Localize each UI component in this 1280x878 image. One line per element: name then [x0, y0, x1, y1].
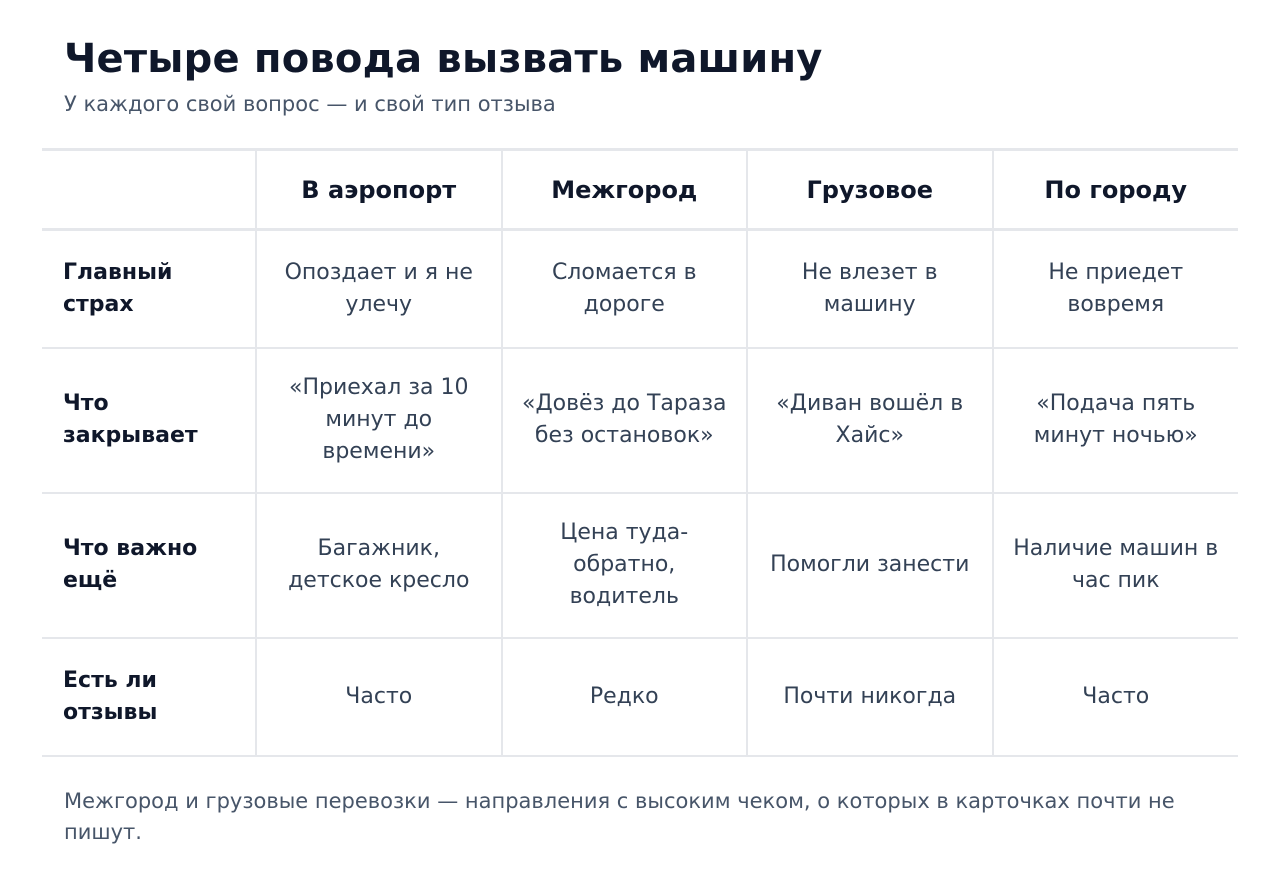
table-cell: Цена туда-обратно, водитель	[502, 493, 748, 638]
column-header-cargo: Грузовое	[747, 150, 993, 230]
table-cell: «Диван вошёл в Хайс»	[747, 348, 993, 493]
column-header-city: По городу	[993, 150, 1239, 230]
row-label-what-covers: Что закрывает	[42, 348, 256, 493]
row-label-what-else: Что важно ещё	[42, 493, 256, 638]
column-header-airport: В аэропорт	[256, 150, 502, 230]
table-header-row	[42, 150, 1238, 230]
table-cell: Наличие машин в час пик	[993, 493, 1239, 638]
table-row	[42, 638, 1238, 756]
table-cell: «Приехал за 10 минут до времени»	[256, 348, 502, 493]
page-title: Четыре повода вызвать машину	[64, 36, 823, 82]
table-cell: Помогли занести	[747, 493, 993, 638]
table-cell: Опоздает и я не улечу	[256, 230, 502, 348]
table-cell: Редко	[502, 638, 748, 756]
table-row	[42, 493, 1238, 638]
table-row	[42, 348, 1238, 493]
row-label-main-fear: Главный страх	[42, 230, 256, 348]
table-cell: Не влезет в машину	[747, 230, 993, 348]
row-label-reviews: Есть ли отзывы	[42, 638, 256, 756]
footnote: Межгород и грузовые перевозки — направления с высоким чеком, о которых в карточках почти не пишут.	[64, 789, 1175, 844]
table-cell: «Подача пять минут ночью»	[993, 348, 1239, 493]
table-cell: «Довёз до Тараза без остановок»	[502, 348, 748, 493]
page-subtitle: У каждого свой вопрос — и свой тип отзыва	[64, 92, 556, 116]
table-cell: Почти никогда	[747, 638, 993, 756]
table-cell: Часто	[256, 638, 502, 756]
header-corner	[42, 150, 256, 230]
column-header-intercity: Межгород	[502, 150, 748, 230]
table-row	[42, 230, 1238, 348]
table-cell: Часто	[993, 638, 1239, 756]
table-cell: Не приедет вовремя	[993, 230, 1239, 348]
comparison-table	[42, 148, 1238, 757]
table-cell: Сломается в дороге	[502, 230, 748, 348]
table-cell: Багажник, детское кресло	[256, 493, 502, 638]
